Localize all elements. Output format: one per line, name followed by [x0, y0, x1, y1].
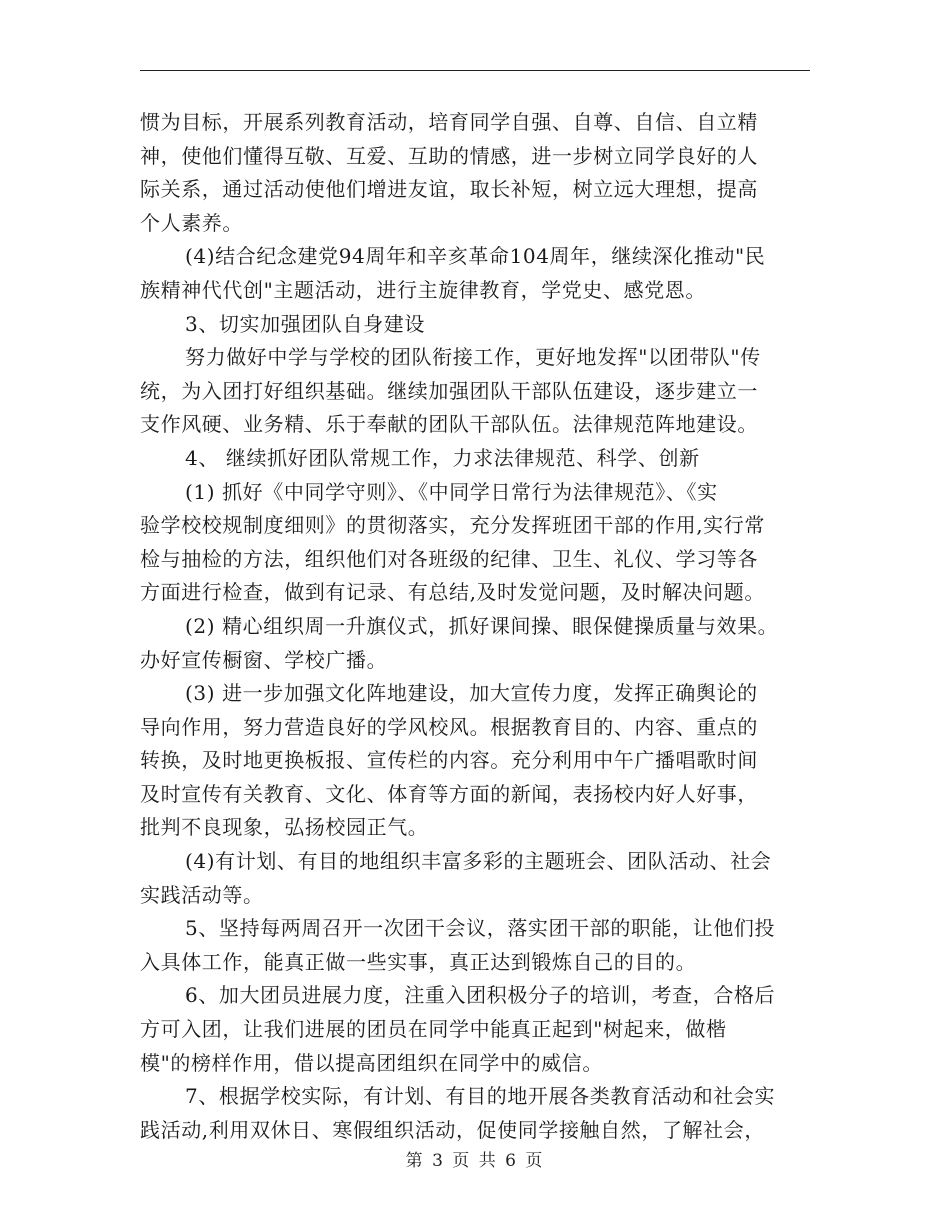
text-line: 5、坚持每两周召开一次团干会议，落实团干部的职能，让他们投 — [185, 916, 776, 941]
text-line: 个人素养。 — [140, 210, 243, 235]
text-line: 支作风硬、业务精、乐于奉献的团队干部队伍。法律规范阵地建设。 — [140, 412, 758, 437]
text-line: 入具体工作，能真正做一些实事，真正达到锻炼自己的目的。 — [140, 949, 697, 974]
text-line: 统，为入团打好组织基础。继续加强团队干部队伍建设，逐步建立一 — [140, 378, 758, 403]
text-line: 办好宣传橱窗、学校广播。 — [140, 647, 388, 672]
text-line: (4)有计划、有目的地组织丰富多彩的主题班会、团队活动、社会 — [185, 849, 772, 874]
text-line: 方可入团，让我们进展的团员在同学中能真正起到"树起来，做楷 — [140, 1017, 727, 1042]
text-line: (1) 抓好《中同学守则》、《中同学日常行为法律规范》、《实 — [185, 479, 718, 504]
text-line: 族精神代代创"主题活动，进行主旋律教育，学党史、感党恩。 — [140, 277, 706, 302]
text-line: 努力做好中学与学校的团队衔接工作，更好地发挥"以团带队"传 — [185, 345, 761, 370]
text-line: 3、切实加强团队自身建设 — [185, 311, 425, 336]
text-line: 践活动,利用双休日、寒假组织活动，促使同学接触自然，了解社会， — [140, 1117, 765, 1142]
text-line: 惯为目标，开展系列教育活动，培育同学自强、自尊、自信、自立精 — [140, 110, 758, 134]
text-line: 模"的榜样作用，借以提高团组织在同学中的威信。 — [140, 1050, 603, 1075]
text-line: 检与抽检的方法，组织他们对各班级的纪律、卫生、礼仪、学习等各 — [140, 546, 758, 571]
header-rule — [140, 70, 810, 71]
text-line: (2) 精心组织周一升旗仪式，抓好课间操、眼保健操质量与效果。 — [185, 613, 779, 638]
text-line: 方面进行检查，做到有记录、有总结,及时发觉问题，及时解决问题。 — [140, 580, 765, 605]
text-line: (3) 进一步加强文化阵地建设，加大宣传力度，发挥正确舆论的 — [185, 681, 758, 706]
text-line: 及时宣传有关教育、文化、体育等方面的新闻，表扬校内好人好事， — [140, 781, 758, 806]
page-number-footer: 第 3 页 共 6 页 — [405, 1151, 545, 1171]
document-body — [140, 106, 812, 1147]
text-line: 神，使他们懂得互敬、互爱、互助的情感，进一步树立同学良好的人 — [140, 143, 758, 168]
text-line: 4、 继续抓好团队常规工作，力求法律规范、科学、创新 — [185, 445, 700, 470]
text-line: 际关系，通过活动使他们增进友谊，取长补短，树立远大理想，提高 — [140, 177, 758, 202]
text-line: 验学校校规制度细则》的贯彻落实，充分发挥班团干部的作用,实行常 — [140, 513, 765, 538]
text-line: (4)结合纪念建党94周年和辛亥革命104周年，继续深化推动"民 — [185, 244, 766, 269]
text-line: 批判不良现象，弘扬校园正气。 — [140, 815, 429, 840]
text-line: 导向作用，努力营造良好的学风校风。根据教育目的、内容、重点的 — [140, 714, 758, 739]
text-line: 实践活动等。 — [140, 882, 264, 907]
text-line: 6、加大团员进展力度，注重入团积极分子的培训，考查，合格后 — [185, 983, 776, 1008]
text-line: 7、根据学校实际，有计划、有目的地开展各类教育活动和社会实 — [185, 1084, 776, 1109]
text-line: 转换，及时地更换板报、宣传栏的内容。充分利用中午广播唱歌时间 — [140, 748, 758, 773]
